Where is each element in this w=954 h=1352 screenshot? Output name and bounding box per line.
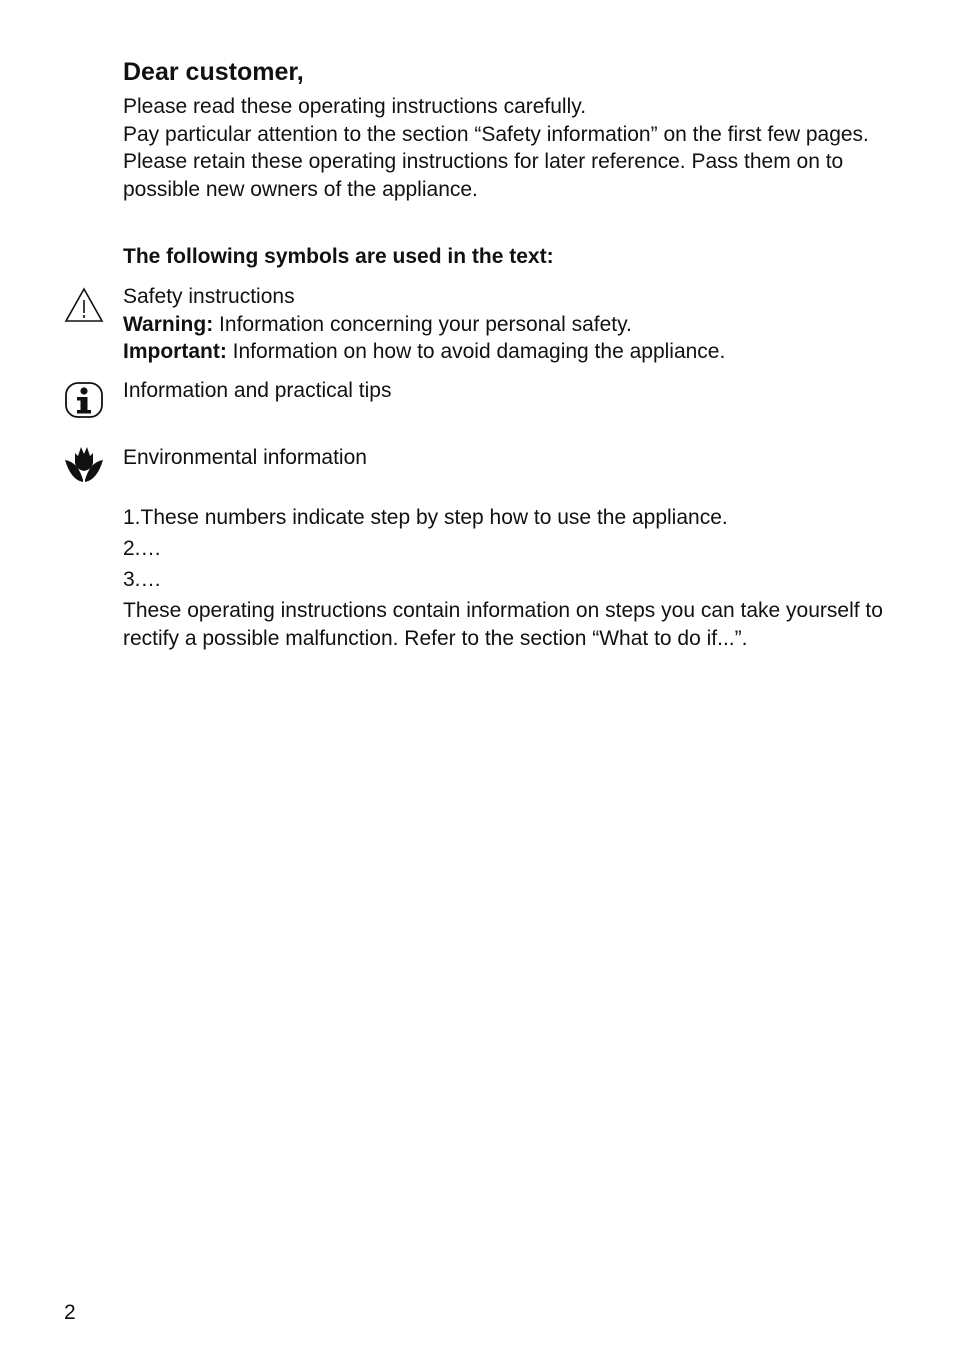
intro-paragraph-2: Pay particular attention to the section “Safety information” on the first few pages. Please retain these operating instructions for later reference. Pass them on to possible new owners of the appliance. [123, 122, 869, 201]
intro-text [123, 93, 893, 203]
environment-text: Environmental information [123, 446, 367, 469]
steps-list [123, 502, 893, 595]
intro-paragraph-1: Please read these operating instructions carefully. [123, 95, 587, 118]
page-title: Dear customer, [123, 58, 304, 86]
step-item-3 [123, 564, 893, 595]
important-label: Important: [123, 340, 227, 363]
important-text: Information on how to avoid damaging the appliance. [226, 340, 726, 363]
outro-paragraph: These operating instructions contain information on steps you can take yourself to rectify a possible malfunction. Refer to the section “What to do if...”. [123, 599, 883, 650]
safety-text [123, 283, 893, 366]
step-text: … [140, 537, 162, 560]
step-item-1 [123, 502, 893, 533]
info-icon [63, 379, 105, 419]
plant-icon [63, 444, 105, 484]
warning-label: Warning: [123, 312, 214, 336]
page-number: 2 [64, 1301, 76, 1324]
important-line [123, 338, 893, 366]
step-number: 3. [123, 568, 141, 591]
step-number: 2. [123, 537, 141, 560]
step-item-2 [123, 533, 893, 564]
warning-triangle-icon [63, 284, 105, 324]
step-text: These numbers indicate step by step how to use the appliance. [140, 506, 728, 529]
safety-title: Safety instructions [123, 285, 295, 308]
symbols-heading: The following symbols are used in the text: [123, 245, 554, 268]
warning-text: Information concerning your personal safety. [213, 312, 632, 336]
info-text: Information and practical tips [123, 379, 392, 402]
step-text: … [140, 568, 162, 591]
step-number: 1. [123, 506, 141, 529]
warning-line [123, 311, 893, 339]
